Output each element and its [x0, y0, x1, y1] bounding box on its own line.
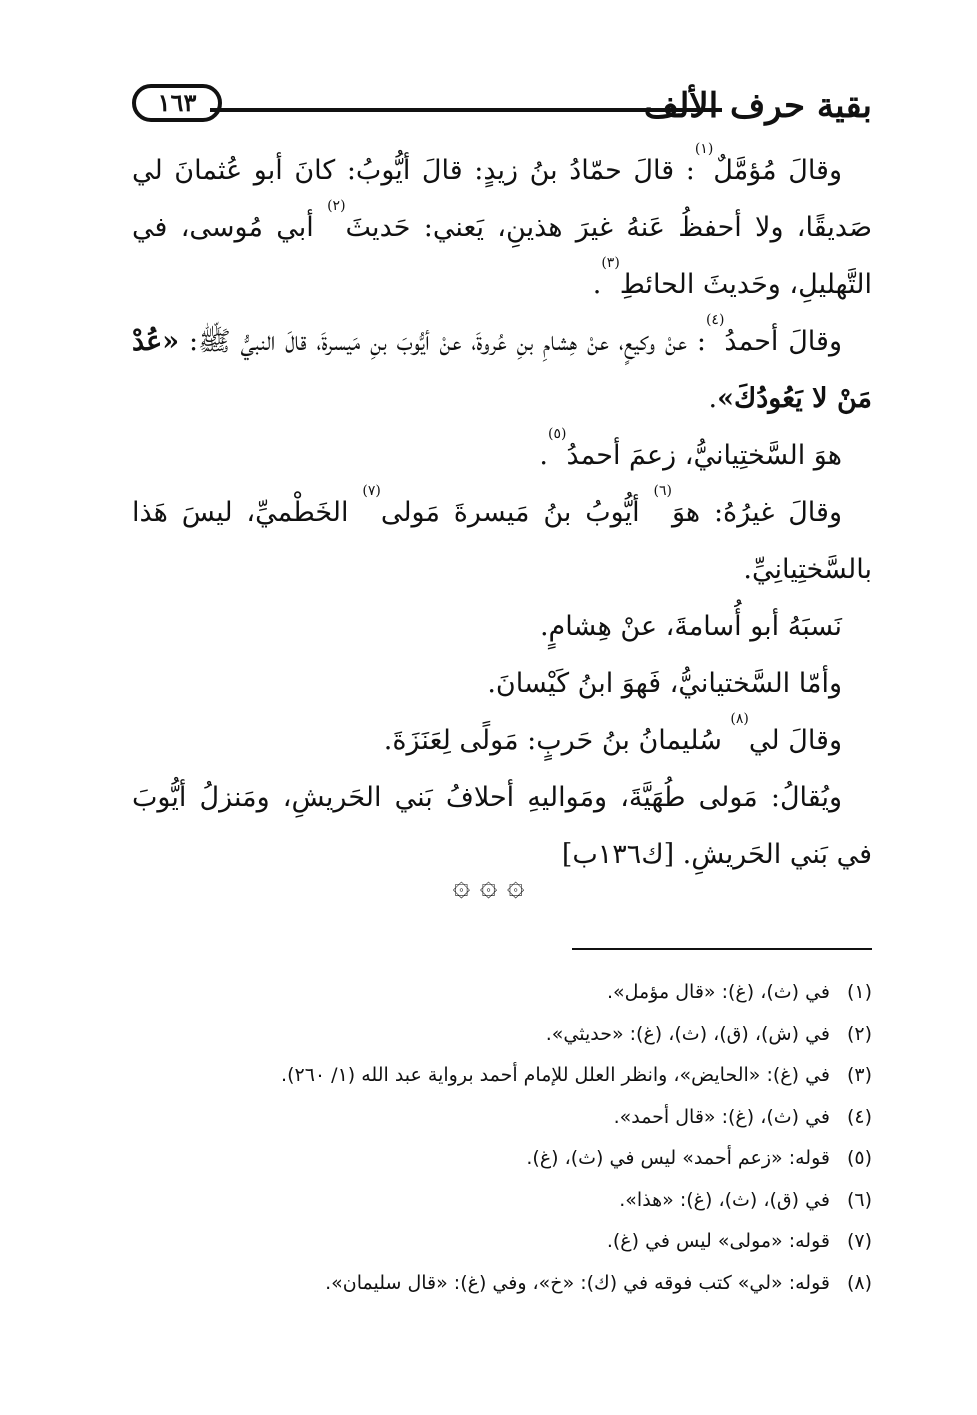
text-run: .	[539, 440, 548, 471]
text-run: أبي مُوسى، في التَّهليلِ، وحَديثَ الحائطِ	[132, 212, 872, 300]
footnote-number: (٦)	[846, 1188, 872, 1211]
paragraph-2	[132, 313, 872, 427]
text-run: .	[708, 383, 718, 414]
paragraph-1	[132, 142, 872, 313]
paragraph-6: وأمّا السَّختيانيُّ، فَهوَ ابنُ كَيْسانَ.	[487, 668, 842, 699]
text-run: أيُّوبُ بنُ مَيسرةَ مَولى	[380, 497, 654, 528]
text-run: وقالَ أحمدُ	[724, 326, 842, 357]
footnote-item	[110, 1180, 872, 1222]
footnote-number: (١)	[846, 981, 872, 1003]
footnote-number: (٨)	[846, 1271, 872, 1294]
text-run: هوَ السَّختِيانيُّ، زعمَ أحمدُ	[566, 440, 842, 471]
footnote-ref-1[interactable]: (١)	[694, 141, 714, 157]
header-rule	[210, 108, 722, 112]
footnote-number: (٥)	[846, 1147, 872, 1169]
footnote-item	[110, 1138, 872, 1180]
main-text	[132, 142, 872, 883]
ornament-icon: ۞	[479, 868, 498, 903]
footnote-ref-3[interactable]: (٣)	[601, 255, 620, 271]
text-run: وقالَ لي	[748, 725, 842, 756]
footnote-text: في (ث)، (غ): «قال مؤمل».	[606, 981, 830, 1003]
text-run: .	[592, 269, 602, 300]
footnote-text: قوله: «مولى» ليس في (غ).	[606, 1230, 830, 1252]
footnote-text: في (غ): «الحايض»، وانظر العلل للإمام أحمد برواية عبد الله (١/ ٢٦٠).	[281, 1064, 830, 1086]
footnote-number: (٢)	[846, 1022, 872, 1045]
footnote-item	[110, 1055, 872, 1097]
footnote-ref-7[interactable]: (٧)	[362, 483, 381, 499]
footnote-ref-6[interactable]: (٦)	[653, 483, 672, 499]
paragraph-7	[132, 712, 872, 769]
ornament-icon: ۞	[506, 868, 525, 903]
text-run: وقالَ مُؤمَّلٌ	[713, 155, 842, 186]
footnote-text: قوله: «لي» كتب فوقه في (ك): «خ»، وفي (غ): «قال سليمان».	[325, 1271, 830, 1294]
footnote-text: في (ق)، (ث)، (غ): «هذا».	[619, 1188, 830, 1211]
footnote-ref-2[interactable]: (٢)	[327, 198, 346, 214]
footnote-text: في (ش)، (ق)، (ث)، (غ): «حديثي».	[545, 1022, 830, 1045]
page-header	[132, 78, 872, 134]
footnote-ref-5[interactable]: (٥)	[548, 426, 567, 442]
footnotes	[110, 972, 872, 1304]
footnote-number: (٧)	[846, 1230, 872, 1252]
hadith-quote: «عُدْ مَنْ لا يَعُودُكَ»	[132, 326, 872, 414]
text-run: سُليمانُ بنُ حَربٍ: مَولًى لِعَنَزَةَ.	[383, 725, 731, 756]
footnote-number: (٤)	[846, 1105, 872, 1128]
ornament-icon: ۞	[452, 868, 471, 903]
page-number: ١٦٣	[132, 84, 222, 122]
paragraph-8: ويُقالُ: مَولى طُهَيَّةَ، ومَواليهِ أحلافُ بَني الحَريشِ، ومَنزلُ أيُّوبَ في بَني الحَريشِ. [ك١٣٦ب]	[132, 782, 872, 870]
paragraph-5: نَسبَهُ أبو أُسامةَ، عنْ هِشامٍ.	[539, 611, 842, 642]
footnote-item	[110, 1014, 872, 1056]
footnote-ref-8[interactable]: (٨)	[730, 711, 749, 727]
footnote-item	[110, 1221, 872, 1263]
footnote-divider	[572, 948, 872, 950]
footnote-text: في (ث)، (غ): «قال أحمد».	[613, 1105, 830, 1128]
footnote-text: قوله: «زعم أحمد» ليس في (ث)، (غ).	[526, 1147, 830, 1169]
text-run: الخَطْميِّ، ليسَ هَذا بالسَّختِيانِيِّ.	[132, 497, 872, 585]
paragraph-3	[132, 427, 872, 484]
footnote-item	[110, 972, 872, 1014]
footnote-ref-4[interactable]: (٤)	[705, 312, 725, 328]
text-run: : قالَ حمّادُ بنُ زيدٍ: قالَ أيُّوبُ: كانَ أبو عُثمانَ لي صَديقًا، ولا أحفظُ عَنهُ غيرَ هذينِ، يَعني: حَديثَ	[132, 155, 872, 243]
running-title: بقية حرف الألف	[643, 86, 872, 126]
section-ornaments	[0, 868, 977, 903]
text-run: وقالَ غيرُهُ: هوَ	[671, 497, 842, 528]
paragraph-4	[132, 484, 872, 598]
footnote-item	[110, 1263, 872, 1305]
text-run: : عنْ وكيعٍ، عنْ هِشامِ بنِ عُروةَ، عنْ أيُّوبَ بنِ مَيسرةَ، قالَ النبيُّ ﷺ:	[179, 326, 706, 357]
footnote-number: (٣)	[846, 1064, 872, 1086]
footnote-item	[110, 1097, 872, 1139]
